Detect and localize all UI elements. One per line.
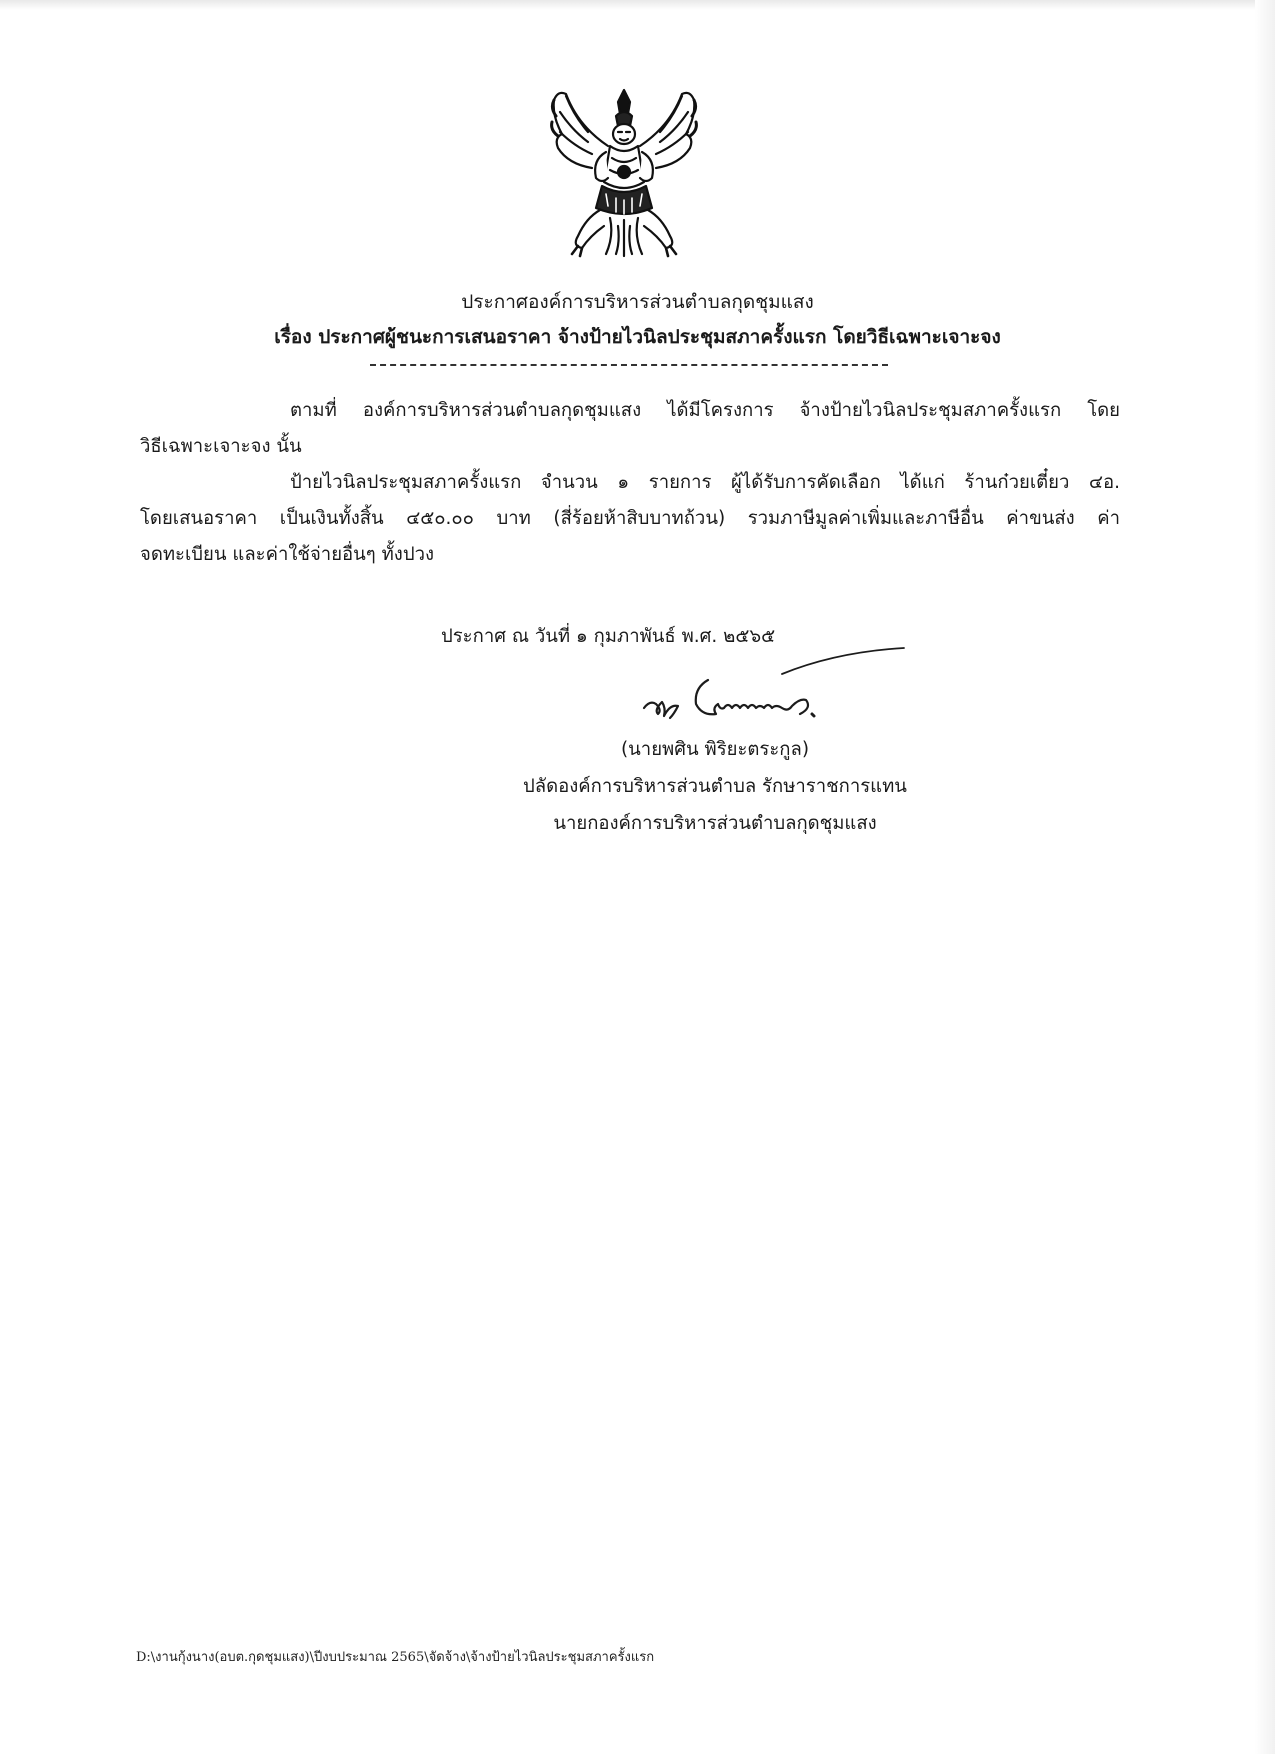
- signatory-position-acting: ปลัดองค์การบริหารส่วนตำบล รักษาราชการแทน: [523, 776, 907, 797]
- heading-separator: [370, 364, 888, 366]
- scan-edge-right: [1255, 0, 1275, 1754]
- garuda-emblem-icon: [548, 86, 700, 260]
- announcement-organization-heading: ประกาศองค์การบริหารส่วนตำบลกุดชุมแสง: [461, 291, 814, 313]
- paragraph-project-line-2: วิธีเฉพาะเจาะจง นั้น: [140, 436, 302, 457]
- footer-file-path: D:\งานกุ้งนาง(อบต.กุดชุมแสง)\ปีงบประมาณ 2565\จัดจ้าง\จ้างป้ายไวนิลประชุมสภาครั้งแรก: [136, 1650, 655, 1665]
- scan-edge-top: [0, 0, 1275, 10]
- paragraph-winner: [140, 465, 1120, 573]
- announcement-subject-heading: เรื่อง ประกาศผู้ชนะการเสนอราคา จ้างป้ายไวนิลประชุมสภาครั้งแรก โดยวิธีเฉพาะเจาะจง: [274, 326, 1001, 348]
- signatory-position-chief: นายกองค์การบริหารส่วนตำบลกุดชุมแสง: [553, 813, 877, 834]
- handwritten-signature: [636, 638, 936, 728]
- paragraph-winner-line-3: จดทะเบียน และค่าใช้จ่ายอื่นๆ ทั้งปวง: [140, 544, 435, 565]
- signatory-name: (นายพศิน พิริยะตระกูล): [620, 739, 810, 760]
- paragraph-winner-line-1: ป้ายไวนิลประชุมสภาครั้งแรก จำนวน ๑ รายการ ผู้ได้รับการคัดเลือก ได้แก่ ร้านก๋วยเตี๋ยว ๔อ.: [290, 472, 1120, 493]
- paragraph-project: [140, 393, 1120, 465]
- paragraph-project-line-1: ตามที่ องค์การบริหารส่วนตำบลกุดชุมแสง ได้มีโครงการ จ้างป้ายไวนิลประชุมสภาครั้งแรก โดย: [290, 400, 1120, 421]
- paragraph-winner-line-2: โดยเสนอราคา เป็นเงินทั้งสิ้น ๔๕๐.๐๐ บาท (สี่ร้อยห้าสิบบาทถ้วน) รวมภาษีมูลค่าเพิ่มและภาษีอื่น ค่าขนส่ง ค่า: [140, 508, 1120, 529]
- announcement-date: ประกาศ ณ วันที่ ๑ กุมภาพันธ์ พ.ศ. ๒๕๖๕: [441, 626, 776, 647]
